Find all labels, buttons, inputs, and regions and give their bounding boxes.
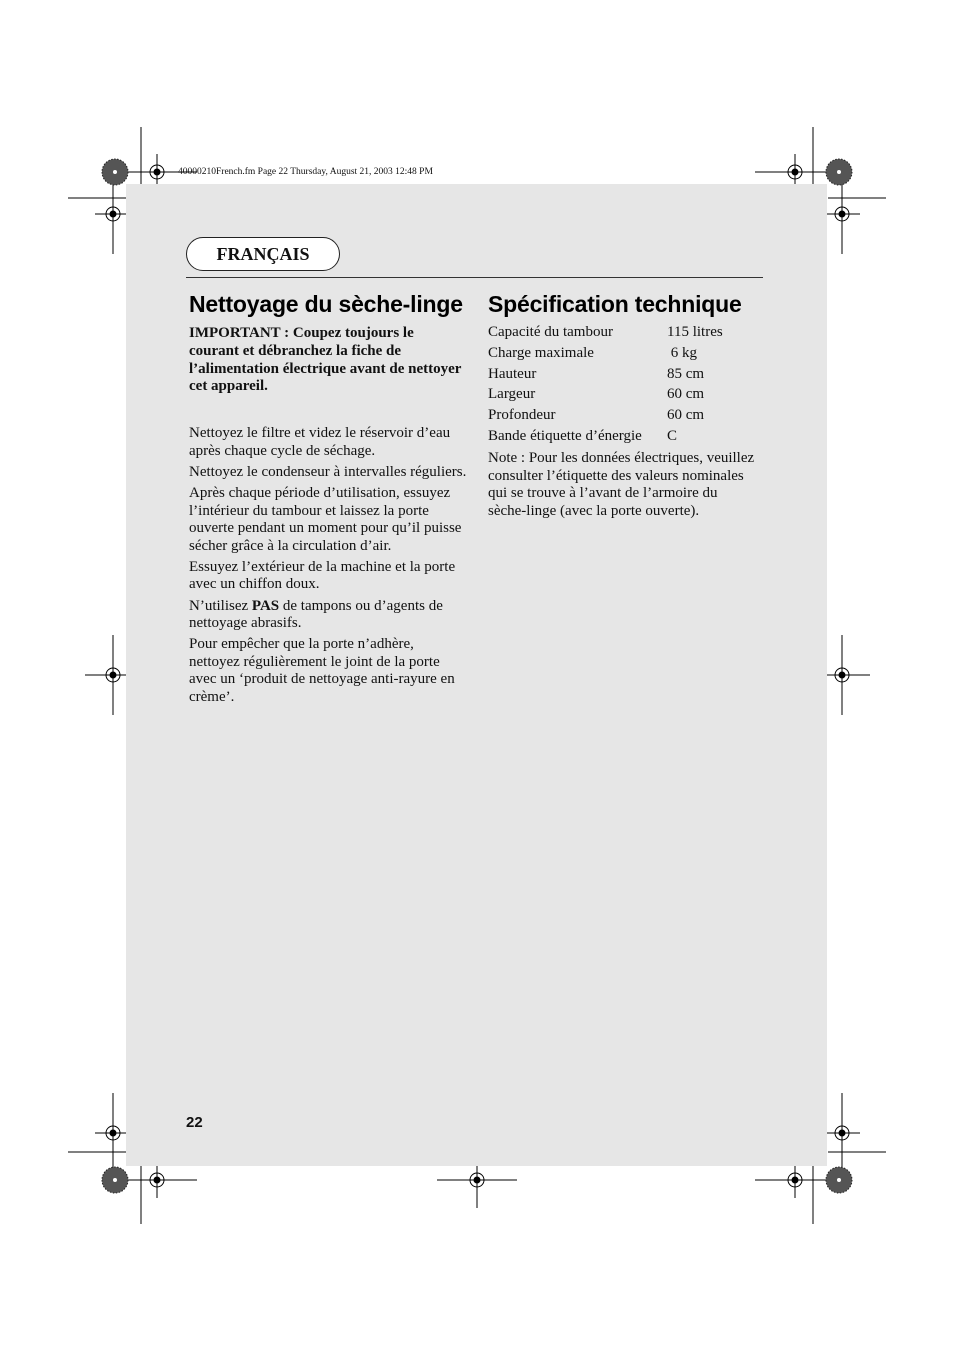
file-slug: 40000210French.fm Page 22 Thursday, August 21, 2003 12:48 PM <box>178 167 433 177</box>
spec-row <box>488 345 723 366</box>
spec-row <box>488 366 723 387</box>
cleaning-section <box>189 290 467 710</box>
spec-row <box>488 407 723 428</box>
spec-label: Hauteur <box>488 365 537 382</box>
spec-value: 6 kg <box>667 344 697 361</box>
paragraph-condenser: Nettoyez le condenseur à intervalles réguliers. <box>189 463 467 480</box>
cleaning-paragraphs <box>189 425 467 706</box>
paragraph-seal: Pour empêcher que la porte n’adhère, nettoyez régulièrement le joint de la porte avec un ‘produit de nettoyage anti-rayure en crème’. <box>189 636 455 705</box>
spec-section <box>488 290 758 521</box>
paragraph-filter: Nettoyez le filtre et videz le réservoir d’eau après chaque cycle de séchage. <box>189 425 451 459</box>
spec-value: 60 cm <box>667 386 705 403</box>
spec-value: C <box>667 427 678 444</box>
header-rule <box>186 277 763 278</box>
emphasis-pas: PAS <box>251 597 280 614</box>
spec-value: 85 cm <box>667 365 705 382</box>
spec-value: 115 litres <box>667 324 723 340</box>
spec-row <box>488 428 723 449</box>
spec-label: Capacité du tambour <box>488 324 613 340</box>
spec-label: Bande étiquette d’énergie <box>488 427 642 444</box>
important-warning: IMPORTANT : Coupez toujours le courant et débranchez la fiche de l’alimentation électrique avant de nettoyer cet appareil. <box>189 325 462 395</box>
cleaning-title: Nettoyage du sèche-linge <box>189 291 463 317</box>
spec-title: Spécification technique <box>488 291 742 317</box>
spec-row <box>488 324 723 345</box>
page-number: 22 <box>186 1114 203 1131</box>
spec-value: 60 cm <box>667 407 705 424</box>
paragraph-abrasives: N’utilisez PAS de tampons ou d’agents de nettoyage abrasifs. <box>189 597 443 632</box>
spec-row <box>488 386 723 407</box>
paragraph-exterior: Essuyez l’extérieur de la machine et la porte avec un chiffon doux. <box>189 558 456 593</box>
spec-label: Profondeur <box>488 407 556 424</box>
spec-table <box>488 324 723 449</box>
spec-label: Largeur <box>488 386 536 403</box>
electrical-note: Note : Pour les données électriques, veuillez consulter l’étiquette des valeurs nominales qui se trouve à l’avant de l’armoire du sèche-linge (avec la porte ouverte). <box>488 449 755 520</box>
paragraph-drum: Après chaque période d’utilisation, essuyez l’intérieur du tambour et laissez la porte ouverte pendant un moment pour qu’il puisse sécher grâce à la circulation d’air. <box>189 484 462 554</box>
language-tab: FRANÇAIS <box>186 237 340 271</box>
spec-label: Charge maximale <box>488 344 594 361</box>
